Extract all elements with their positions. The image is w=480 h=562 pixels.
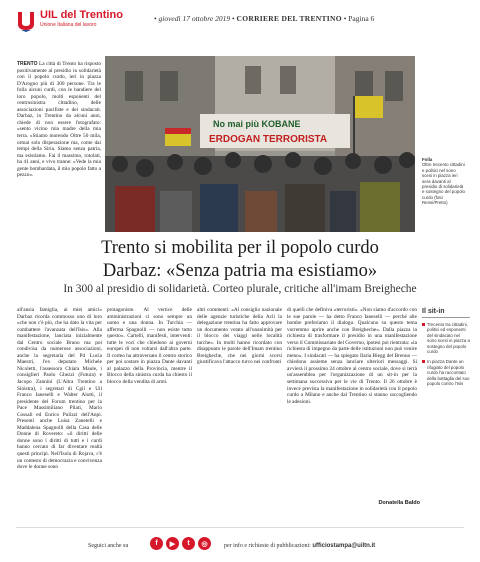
instagram-icon[interactable]: ◎	[198, 537, 211, 550]
article-subheadline: In 300 al presidio di solidarietà. Corteo plurale, critiche all'imam Breigheche	[63, 283, 417, 295]
article-intro-column	[17, 61, 101, 179]
uil-logo-icon	[16, 10, 36, 32]
sidebar-box	[422, 308, 470, 391]
contact-email-link[interactable]: ufficiostampa@uiltn.it	[312, 543, 376, 549]
social-icons	[150, 537, 211, 551]
brand-title: UIL del Trentino	[40, 9, 123, 21]
sidebar-heading: Il sit-in	[422, 308, 470, 318]
page-number: Pagina 6	[348, 14, 375, 23]
protest-photo	[105, 56, 415, 232]
dateline: TRENTO	[17, 61, 38, 67]
headline-line-2: Darbaz: «Senza patria ma esistiamo»	[102, 261, 378, 281]
article-column-3	[197, 307, 282, 366]
article-column-4	[287, 307, 417, 405]
banner-text-bottom: ERDOGAN TERRORISTA	[209, 134, 328, 145]
sidebar-item	[422, 322, 470, 354]
article-headline	[20, 237, 460, 283]
footer-divider	[16, 527, 464, 528]
brand-subtitle: Unione Italiana del lavoro	[40, 22, 97, 28]
twitter-icon[interactable]: t	[182, 537, 195, 550]
sidebar-item-text: In piazza Dante un rifugiato del popolo curdo ha raccontato della battaglia del suo popolo contro l'Isis	[427, 359, 470, 387]
newspaper-header: • giovedì 17 ottobre 2019 • CORRIERE DEL TRENTINO • Pagina 6	[154, 14, 375, 23]
headline-line-1: Trento si mobilita per il popolo curdo	[101, 238, 379, 258]
intro-text: La città di Trento ha risposto positivamente al presidio in solidarietà con il popolo curdo, ieri in piazza D'Arogno più di 300 persone. Tra le folla alcuni curdi, con le bandiere del loro popolo, molti esponenti del centrosinistra cittadino, delle associazioni pacifiste e dei sindacati. Darbaz, in Trentino da alcuni anni, chiede di non essere fotografato: «sento vicino mia madre della mia terra. «Stiamo morendo Oltre 50 mila, ormai solo disperazione ma, come dai tempi della Siria. Siamo senza patria, ma esistiamo. Fai il massimo, rotolati, ha 41 anni, e vivo tranne: «Vede la mia gente bombardata, il mio popolo fatto a pezzo».	[17, 61, 101, 179]
sidebar-item-text: Trecento tra cittadini, politici ed esponenti del sindacato nel sono scesi in piazza a sostegno del popolo curdo	[427, 322, 470, 355]
caption-text: Oltre trecento cittadini e politici nel sono scesi in piazza ieri sera davanti al presidio di solidarietà e sostegno del popolo curdo (foto Rensi/Pretto)	[422, 162, 465, 206]
newspaper-name: CORRIERE DEL TRENTINO	[236, 14, 342, 23]
bullet-icon	[422, 323, 425, 326]
column-1-text: all'ansia famiglia, ai miei amici» Darbaz ricorda commosso uno di loro «che non c'è più, che ha dato la vita per combattere l'avanzata dell'Isis». Alla manifestazione, lanciata inizialmente dal Centro sociale Bruno ma poi condivisa da numerose associazioni, anche la segretaria del Pd Lucia Maestri, l'ex deputato Michele Nicoletti, l'assessora Chiara Maule, i consiglieri Paolo Ghezzi (Futura) e Jacopo Zannini (L'Altra Trentino a Sinistra), i segretari di Cgil e Uil Franco Ianeselli e Walter Alotti, il presidente del Forum trentino per la Pace Massimiliano Pilati, Mario Cossali ed Enrico Pulizzi dell'Anpi. Presenti anche Luisa Zanetelli e Maddalena Spagnolli della Casa delle Donne di Rovereto: «il diritti delle donne sono i diritti di tutti e i curdi hanno cercato di far diventare realtà questi principi. Nell'Isola di Rojava, c'è un contesto di democrazia e convivenza dove le donne sono	[17, 307, 102, 471]
caption-label: Folla	[422, 157, 433, 162]
facebook-icon[interactable]: f	[150, 537, 163, 550]
issue-date: giovedì 17 ottobre 2019	[158, 14, 231, 23]
column-2-text: protagoniste. Al vertice delle amministrazioni ci sono sempre un uomo e una donna. In Turchia — afferma Spagnolli — non esiste tutto questo». Cartelli, manifesti, interventi: tutte le voci che chiedono ai governi europei di non voltarsi dall'altra parte. Il corteo ha attraversato il centro storico per poi sostare in piazza Dante davanti al palazzo della Provincia, mentre il Blocco della sinistra curda ha chiesto il blocco della vendita di armi.	[107, 307, 192, 386]
banner-text-top: No mai più KOBANE	[213, 119, 301, 129]
footer-contact	[224, 543, 375, 549]
photo-caption	[422, 157, 466, 206]
footer-follow-label: Seguici anche su	[88, 543, 129, 549]
sidebar-item	[422, 359, 470, 386]
author-signature: Donatella Baldo	[378, 500, 420, 506]
column-3-text: altri commenti: «Al consiglio nazionale delle agenzie turistiche della Acli la delegazione trentina ha fatto approvare un documento votato all'unanimità per il blocco dei viaggi nelle località turche». In molti hanno ricordato con disappunto le parole dell'Imam trentino Breigheche, che nei giorni scorsi giustificava l'attacco turco nei confronti	[197, 307, 282, 366]
column-4-text: di quelli che definiva «terroristi». «Non siamo d'accordo con le sue parole — ha detto Franco Ianeselli — perché alle bombe preferiamo il dialogo. Qualcuno su questo tema vorremmo aprire anche con Breigheche». Dalla piazza la richiesta di trasformare il presidio in una manifestazione verso il Commissariato del Governo, ipotesi poi rientrata: «la richiesta di impegno da parte delle istituzioni non può venire meno». I sindacati — ha spiegato Ilaria Biegg del Brenno — chiedono assieme senza lanciare ulteriori messaggi. Si avvierà il prossimo 24 ottobre al centro sociale, dove si terrà un'assemblea per l'organizzazione di un sit-in per la settimana successiva per le vie di Trento. Il 26 ottobre è invece prevista la manifestazione in solidarietà con il popolo curdo a Milano e anche dal Trentino si stanno raccogliendo le adesioni.	[287, 307, 417, 405]
contact-prefix: per info e richieste di pubblicazioni:	[224, 543, 311, 549]
article-column-2	[107, 307, 192, 386]
article-column-1	[17, 307, 102, 471]
youtube-icon[interactable]: ▶	[166, 537, 179, 550]
bullet-icon	[422, 360, 425, 363]
